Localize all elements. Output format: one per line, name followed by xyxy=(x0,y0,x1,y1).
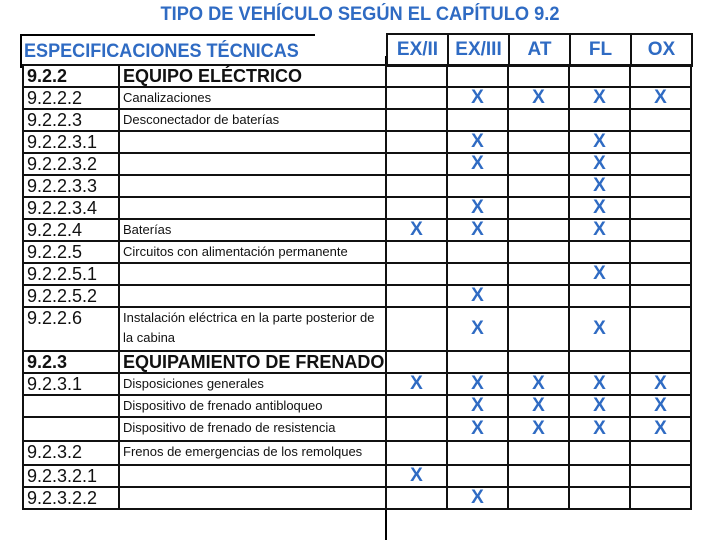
mark-cell-ox xyxy=(630,175,691,197)
mark-cell-at xyxy=(508,153,569,175)
mark-cell-at xyxy=(508,175,569,197)
spec-description: Baterías xyxy=(119,219,386,241)
column-header-at: AT xyxy=(509,34,570,66)
mark-cell-ex-ii xyxy=(386,241,447,263)
mark-cell-ex-iii: X xyxy=(447,197,508,219)
spec-description xyxy=(119,465,386,487)
table-row xyxy=(23,487,691,509)
mark-cell-fl xyxy=(569,465,630,487)
mark-cell-at xyxy=(508,285,569,307)
mark-cell-at xyxy=(508,241,569,263)
mark-cell-fl: X xyxy=(569,197,630,219)
mark-cell-fl xyxy=(569,487,630,509)
mark-cell-ox xyxy=(630,263,691,285)
spec-description xyxy=(119,285,386,307)
spec-code: 9.2.2 xyxy=(23,65,119,87)
table-row xyxy=(23,441,691,465)
spec-description xyxy=(119,487,386,509)
spec-description: Dispositivo de frenado de resistencia xyxy=(119,417,386,441)
table-row xyxy=(23,307,691,351)
spec-code: 9.2.3 xyxy=(23,351,119,373)
table-row xyxy=(23,465,691,487)
spec-code: 9.2.2.2 xyxy=(23,87,119,109)
mark-cell-ox: X xyxy=(630,87,691,109)
spec-code: 9.2.3.1 xyxy=(23,373,119,395)
spec-description xyxy=(119,263,386,285)
section-title: EQUIPO ELÉCTRICO xyxy=(119,65,386,87)
mark-cell-at xyxy=(508,465,569,487)
mark-cell-ex-iii xyxy=(447,109,508,131)
mark-cell-ox xyxy=(630,65,691,87)
column-header-fl: FL xyxy=(570,34,631,66)
mark-cell-ox xyxy=(630,109,691,131)
mark-cell-ox xyxy=(630,153,691,175)
spec-code: 9.2.2.4 xyxy=(23,219,119,241)
mark-cell-ox xyxy=(630,351,691,373)
spec-description: Circuitos con alimentación permanente xyxy=(119,241,386,263)
mark-cell-ex-iii xyxy=(447,465,508,487)
table-row xyxy=(23,241,691,263)
mark-cell-at xyxy=(508,131,569,153)
spec-description: Canalizaciones xyxy=(119,87,386,109)
mark-cell-ex-iii xyxy=(447,441,508,465)
column-header-ex-ii: EX/II xyxy=(387,34,448,66)
mark-cell-ex-iii: X xyxy=(447,285,508,307)
mark-cell-ex-iii: X xyxy=(447,395,508,417)
spec-code: 9.2.2.6 xyxy=(23,307,119,351)
mark-cell-ex-ii xyxy=(386,153,447,175)
table-row xyxy=(23,395,691,417)
page-title: TIPO DE VEHÍCULO SEGÚN EL CAPÍTULO 9.2 xyxy=(160,4,560,25)
mark-cell-ox xyxy=(630,219,691,241)
mark-cell-ex-iii xyxy=(447,241,508,263)
mark-cell-ox xyxy=(630,487,691,509)
spec-table xyxy=(22,64,692,510)
mark-cell-at: X xyxy=(508,373,569,395)
mark-cell-at: X xyxy=(508,87,569,109)
mark-cell-at xyxy=(508,441,569,465)
spec-description xyxy=(119,153,386,175)
mark-cell-ex-ii: X xyxy=(386,373,447,395)
spec-code: 9.2.3.2.2 xyxy=(23,487,119,509)
mark-cell-fl: X xyxy=(569,395,630,417)
mark-cell-at: X xyxy=(508,417,569,441)
mark-cell-ex-ii xyxy=(386,131,447,153)
spec-code: 9.2.3.2 xyxy=(23,441,119,465)
spec-code: 9.2.3.2.1 xyxy=(23,465,119,487)
mark-cell-ex-ii xyxy=(386,417,447,441)
mark-cell-fl xyxy=(569,285,630,307)
mark-cell-ex-ii xyxy=(386,285,447,307)
mark-cell-ex-ii xyxy=(386,87,447,109)
mark-cell-at xyxy=(508,487,569,509)
section-title: EQUIPAMIENTO DE FRENADO xyxy=(119,351,386,373)
mark-cell-at xyxy=(508,263,569,285)
mark-cell-at xyxy=(508,109,569,131)
mark-cell-at xyxy=(508,65,569,87)
mark-cell-fl xyxy=(569,65,630,87)
mark-cell-ex-iii: X xyxy=(447,153,508,175)
mark-cell-ox: X xyxy=(630,417,691,441)
spec-code: 9.2.2.3.3 xyxy=(23,175,119,197)
spec-description xyxy=(119,175,386,197)
spec-description xyxy=(119,197,386,219)
mark-cell-ox xyxy=(630,441,691,465)
mark-cell-ex-ii xyxy=(386,65,447,87)
table-row xyxy=(23,175,691,197)
mark-cell-fl xyxy=(569,109,630,131)
table-row xyxy=(23,373,691,395)
mark-cell-at xyxy=(508,197,569,219)
mark-cell-ex-iii: X xyxy=(447,373,508,395)
column-header-ex-iii: EX/III xyxy=(448,34,509,66)
mark-cell-at xyxy=(508,351,569,373)
mark-cell-ex-ii xyxy=(386,487,447,509)
spec-code xyxy=(23,395,119,417)
table-row xyxy=(23,285,691,307)
table-row xyxy=(23,87,691,109)
mark-cell-ex-iii xyxy=(447,65,508,87)
mark-cell-ex-iii xyxy=(447,351,508,373)
table-row xyxy=(23,109,691,131)
table-row xyxy=(23,153,691,175)
mark-cell-ex-ii: X xyxy=(386,219,447,241)
spec-code: 9.2.2.5.2 xyxy=(23,285,119,307)
table-row xyxy=(23,417,691,441)
mark-cell-ex-iii xyxy=(447,175,508,197)
spec-code: 9.2.2.3.4 xyxy=(23,197,119,219)
mark-cell-ex-ii: X xyxy=(386,465,447,487)
section-row xyxy=(23,351,691,373)
mark-cell-fl: X xyxy=(569,373,630,395)
mark-cell-ex-iii: X xyxy=(447,87,508,109)
spec-description: Instalación eléctrica en la parte posterior de la cabina xyxy=(119,307,386,351)
mark-cell-ex-ii xyxy=(386,351,447,373)
spec-header: ESPECIFICACIONES TÉCNICAS xyxy=(24,41,299,62)
mark-cell-ox xyxy=(630,131,691,153)
mark-cell-fl: X xyxy=(569,175,630,197)
mark-cell-ox xyxy=(630,197,691,219)
mark-cell-fl: X xyxy=(569,153,630,175)
column-header-ox: OX xyxy=(631,34,692,66)
mark-cell-ex-iii: X xyxy=(447,487,508,509)
mark-cell-ex-ii xyxy=(386,175,447,197)
mark-cell-ox xyxy=(630,285,691,307)
spec-description xyxy=(119,131,386,153)
mark-cell-ox: X xyxy=(630,395,691,417)
mark-cell-ex-iii: X xyxy=(447,307,508,351)
mark-cell-ex-ii xyxy=(386,109,447,131)
spec-description: Dispositivo de frenado antibloqueo xyxy=(119,395,386,417)
mark-cell-fl: X xyxy=(569,131,630,153)
mark-cell-fl: X xyxy=(569,87,630,109)
mark-cell-fl xyxy=(569,351,630,373)
mark-cell-ox xyxy=(630,241,691,263)
mark-cell-ex-iii: X xyxy=(447,131,508,153)
spec-description: Desconectador de baterías xyxy=(119,109,386,131)
mark-cell-fl: X xyxy=(569,263,630,285)
mark-cell-ex-ii xyxy=(386,307,447,351)
mark-cell-at xyxy=(508,307,569,351)
mark-cell-ox xyxy=(630,465,691,487)
mark-cell-ex-iii xyxy=(447,263,508,285)
table-row xyxy=(23,219,691,241)
spec-code: 9.2.2.3.1 xyxy=(23,131,119,153)
mark-cell-ex-ii xyxy=(386,395,447,417)
spec-code: 9.2.2.5.1 xyxy=(23,263,119,285)
vehicle-type-header xyxy=(386,33,693,67)
mark-cell-ex-ii xyxy=(386,441,447,465)
mark-cell-ex-ii xyxy=(386,263,447,285)
table-row xyxy=(23,197,691,219)
mark-cell-fl: X xyxy=(569,417,630,441)
spec-code: 9.2.2.3 xyxy=(23,109,119,131)
mark-cell-fl: X xyxy=(569,219,630,241)
mark-cell-ex-iii: X xyxy=(447,219,508,241)
mark-cell-at: X xyxy=(508,395,569,417)
mark-cell-at xyxy=(508,219,569,241)
mark-cell-ex-ii xyxy=(386,197,447,219)
spec-code: 9.2.2.3.2 xyxy=(23,153,119,175)
mark-cell-ex-iii: X xyxy=(447,417,508,441)
mark-cell-fl xyxy=(569,441,630,465)
mark-cell-fl xyxy=(569,241,630,263)
section-row xyxy=(23,65,691,87)
spec-code: 9.2.2.5 xyxy=(23,241,119,263)
spec-code xyxy=(23,417,119,441)
spec-description: Disposiciones generales xyxy=(119,373,386,395)
table-row xyxy=(23,263,691,285)
mark-cell-ox xyxy=(630,307,691,351)
spec-description: Frenos de emergencias de los remolques xyxy=(119,441,386,465)
table-row xyxy=(23,131,691,153)
mark-cell-fl: X xyxy=(569,307,630,351)
mark-cell-ox: X xyxy=(630,373,691,395)
